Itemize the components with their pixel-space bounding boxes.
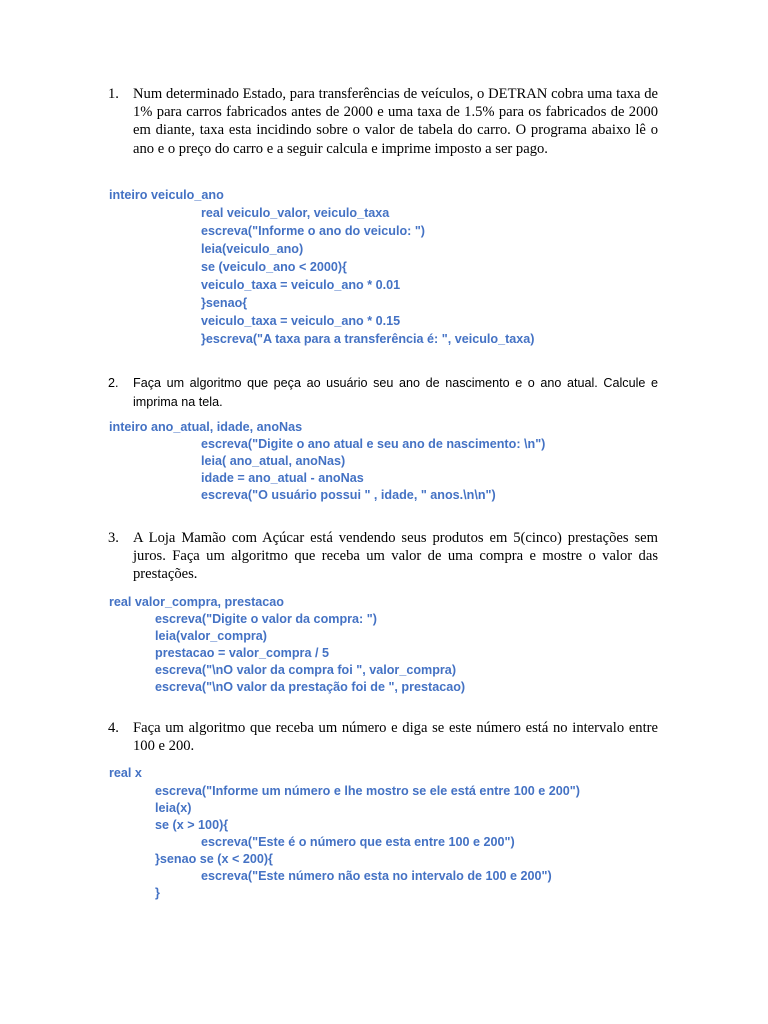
code-line: prestacao = valor_compra / 5 bbox=[155, 646, 329, 660]
code-line: escreva("Informe o ano do veiculo: ") bbox=[201, 224, 425, 238]
code-line: escreva("Digite o valor da compra: ") bbox=[155, 612, 377, 626]
code-line: leia(valor_compra) bbox=[155, 629, 267, 643]
code-line: leia(x) bbox=[155, 801, 192, 815]
code-line: escreva("Informe um número e lhe mostro se ele está entre 100 e 200") bbox=[155, 784, 580, 798]
code-line: idade = ano_atual - anoNas bbox=[201, 471, 364, 485]
question-number: 3. bbox=[108, 530, 119, 546]
code-line: }senao se (x < 200){ bbox=[155, 852, 273, 866]
code-line: leia( ano_atual, anoNas) bbox=[201, 454, 346, 468]
code-line: se (x > 100){ bbox=[155, 818, 229, 832]
code-line: }senao{ bbox=[201, 296, 248, 310]
code-line: veiculo_taxa = veiculo_ano * 0.15 bbox=[201, 314, 401, 328]
question-text: Faça um algoritmo que peça ao usuário seu ano de nascimento e o ano atual. Calcule e imprima na tela. bbox=[133, 376, 658, 409]
code-line: escreva("O usuário possui " , idade, " anos.\n\n") bbox=[201, 488, 496, 502]
code-line: escreva("Este número não esta no intervalo de 100 e 200") bbox=[201, 869, 552, 883]
code-line: escreva("\nO valor da prestação foi de ", prestacao) bbox=[155, 680, 466, 694]
question-4 bbox=[108, 719, 658, 755]
code-line: inteiro ano_atual, idade, anoNas bbox=[109, 420, 303, 434]
code-line: real veiculo_valor, veiculo_taxa bbox=[201, 206, 390, 220]
code-line: }escreva("A taxa para a transferência é: ", veiculo_taxa) bbox=[201, 332, 535, 346]
code-line: real valor_compra, prestacao bbox=[109, 595, 285, 609]
question-text: Faça um algoritmo que receba um número e diga se este número está no intervalo entre 100 e 200. bbox=[133, 720, 658, 755]
code-line: escreva("Este é o número que esta entre 100 e 200") bbox=[201, 835, 515, 849]
question-number: 4. bbox=[108, 720, 119, 736]
code-line: leia(veiculo_ano) bbox=[201, 242, 304, 256]
code-line: escreva("\nO valor da compra foi ", valor_compra) bbox=[155, 663, 457, 677]
code-line: escreva("Digite o ano atual e seu ano de nascimento: \n") bbox=[201, 437, 546, 451]
code-line: veiculo_taxa = veiculo_ano * 0.01 bbox=[201, 278, 401, 292]
code-line: } bbox=[155, 886, 160, 900]
code-line: se (veiculo_ano < 2000){ bbox=[201, 260, 347, 274]
question-text: A Loja Mamão com Açúcar está vendendo seus produtos em 5(cinco) prestações sem juros. Faça um algoritmo que receba um valor de uma compra e mostre o valor das prestações. bbox=[133, 530, 658, 583]
question-text: Num determinado Estado, para transferências de veículos, o DETRAN cobra uma taxa de 1% para carros fabricados antes de 2000 e uma taxa de 1.5% para os fabricados de 2000 em diante, taxa esta incidindo sobre o valor de tabela do carro. O programa abaixo lê o ano e o preço do carro e a seguir calcula e imprime imposto a ser pago. bbox=[133, 86, 658, 157]
question-1 bbox=[108, 85, 658, 158]
question-number: 2. bbox=[108, 376, 119, 390]
code-line: inteiro veiculo_ano bbox=[109, 188, 224, 202]
code-line: real x bbox=[109, 766, 142, 780]
question-number: 1. bbox=[108, 86, 119, 102]
question-2 bbox=[108, 374, 658, 411]
question-3 bbox=[108, 529, 658, 584]
